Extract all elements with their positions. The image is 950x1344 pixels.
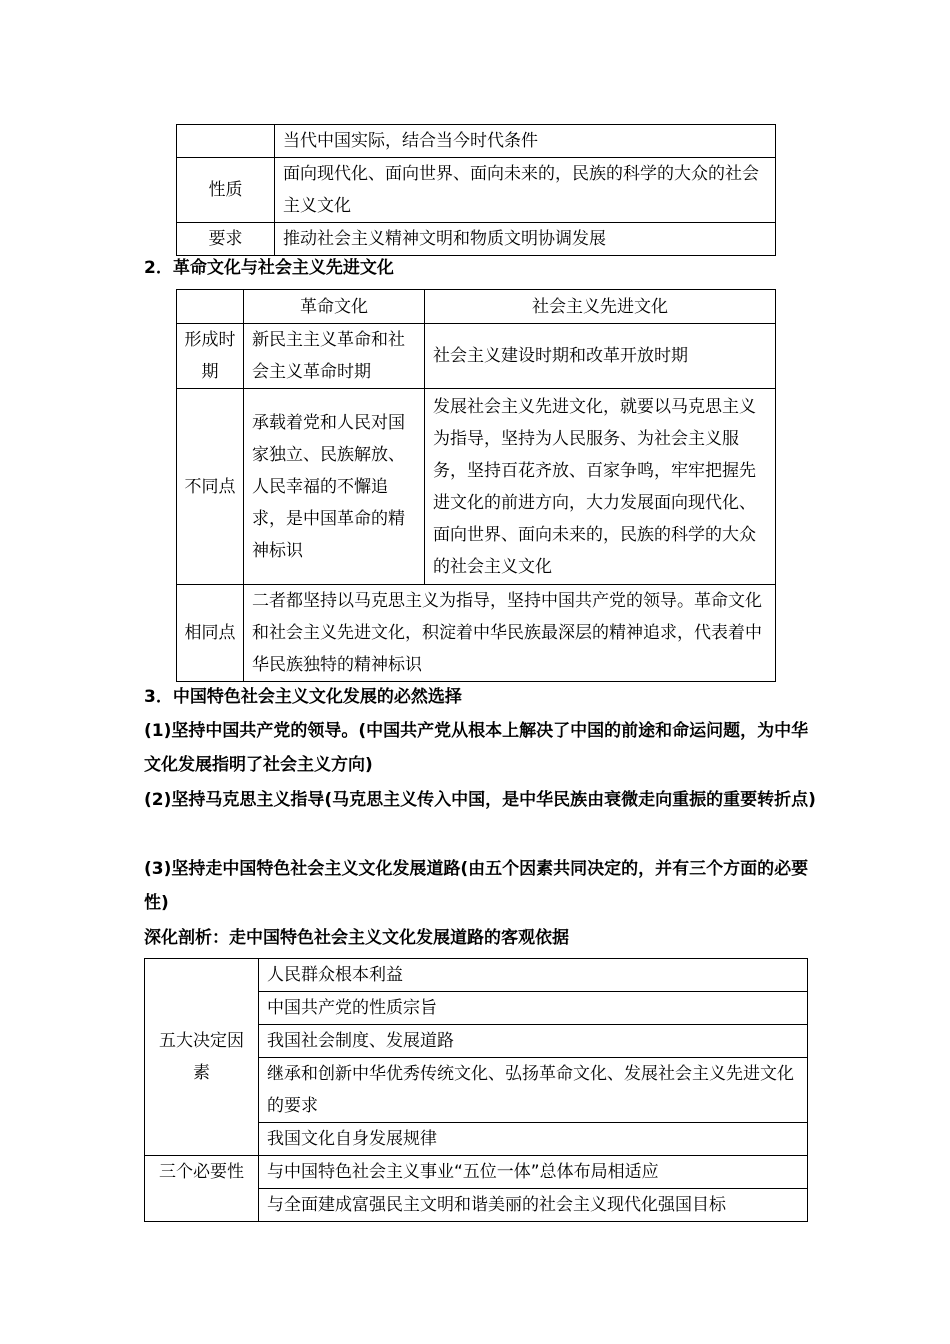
table-header-row: [177, 290, 776, 324]
label-similarity: 相同点: [177, 585, 244, 682]
row-content-nature: 面向现代化、面向世界、面向未来的，民族的科学的大众的社会主义文化: [275, 158, 776, 223]
section2-heading: 2．革命文化与社会主义先进文化: [144, 258, 394, 278]
similarity-content: 二者都坚持以马克思主义为指导，坚持中国共产党的领导。革命文化和社会主义先进文化，积淀着中华民族最深层的精神追求，代表着中华民族独特的精神标识: [244, 585, 776, 682]
table-objective-basis: [144, 958, 808, 1222]
table-row: [177, 158, 776, 223]
table-row: [177, 324, 776, 389]
necessity-item: 与中国特色社会主义事业“五位一体”总体布局相适应: [259, 1156, 808, 1189]
formation-socialist: 社会主义建设时期和改革开放时期: [425, 324, 776, 389]
header-socialist: 社会主义先进文化: [425, 290, 776, 324]
label-five-factors: 五大决定因素: [145, 959, 259, 1156]
section3-heading: 3．中国特色社会主义文化发展的必然选择: [144, 687, 462, 707]
factor-item: 人民群众根本利益: [259, 959, 808, 992]
section3-item-3: (3)坚持走中国特色社会主义文化发展道路(由五个因素共同决定的，并有三个方面的必要性): [144, 859, 809, 913]
label-formation: 形成时期: [177, 324, 244, 389]
factor-item: 继承和创新中华优秀传统文化、弘扬革命文化、发展社会主义先进文化的要求: [259, 1058, 808, 1123]
formation-revolutionary: 新民主主义革命和社会主义革命时期: [244, 324, 425, 389]
label-three-necessities: 三个必要性: [145, 1156, 259, 1222]
factor-item: 我国社会制度、发展道路: [259, 1025, 808, 1058]
table-row: [145, 959, 808, 992]
table-culture-continuation: [176, 124, 776, 256]
header-empty: [177, 290, 244, 324]
row-content: 当代中国实际，结合当今时代条件: [275, 125, 776, 158]
row-label: [177, 125, 275, 158]
label-difference: 不同点: [177, 389, 244, 585]
section3-item-1: (1)坚持中国共产党的领导。(中国共产党从根本上解决了中国的前途和命运问题，为中华文化发展指明了社会主义方向): [144, 721, 809, 775]
table-row: [177, 585, 776, 682]
row-content-requirement: 推动社会主义精神文明和物质文明协调发展: [275, 223, 776, 256]
difference-revolutionary: 承载着党和人民对国家独立、民族解放、人民幸福的不懈追求，是中国革命的精神标识: [244, 389, 425, 585]
table-row: [177, 125, 776, 158]
row-label-nature: 性质: [177, 158, 275, 223]
factor-item: 我国文化自身发展规律: [259, 1123, 808, 1156]
factor-item: 中国共产党的性质宗旨: [259, 992, 808, 1025]
necessity-item: 与全面建成富强民主文明和谐美丽的社会主义现代化强国目标: [259, 1189, 808, 1222]
difference-socialist: 发展社会主义先进文化，就要以马克思主义为指导，坚持为人民服务、为社会主义服务，坚持百花齐放、百家争鸣，牢牢把握先进文化的前进方向，大力发展面向现代化、面向世界、面向未来的，民族的科学的大众的社会主义文化: [425, 389, 776, 585]
section3-item-2: (2)坚持马克思主义指导(马克思主义传入中国，是中华民族由衰微走向重振的重要转折点): [144, 790, 816, 810]
header-revolutionary: 革命文化: [244, 290, 425, 324]
table-revolutionary-vs-socialist: [176, 289, 776, 682]
table-row: [177, 389, 776, 585]
row-label-requirement: 要求: [177, 223, 275, 256]
analysis-heading: 深化剖析：走中国特色社会主义文化发展道路的客观依据: [144, 928, 569, 948]
table-row: [145, 1156, 808, 1189]
